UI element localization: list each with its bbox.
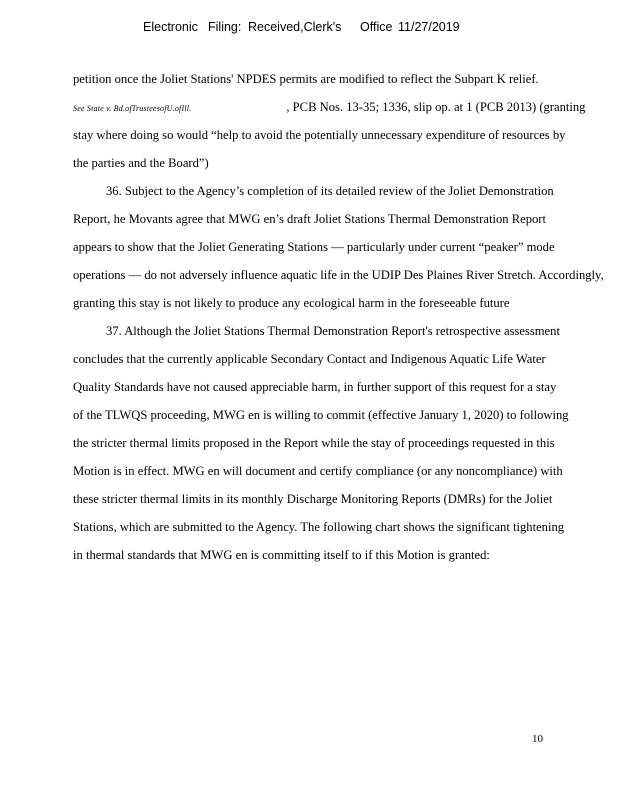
header-office: Office	[360, 20, 393, 34]
body-line-9: granting this stay is not likely to produce any ecological harm in the foreseeable future	[73, 296, 510, 310]
body-line-8: operations — do not adversely influence aquatic life in the UDIP Des Plaines River Stretch. Accordingly,	[73, 268, 604, 282]
body-line-18: in thermal standards that MWG en is committing itself to if this Motion is granted:	[73, 548, 490, 562]
citation-rest: , PCB Nos. 13-35; 1336, slip op. at 1 (PCB 2013) (granting	[286, 100, 586, 114]
body-line-17: Stations, which are submitted to the Agency. The following chart shows the significant tightening	[73, 520, 565, 534]
header-electronic: Electronic	[143, 20, 198, 34]
body-line-3: stay where doing so would “help to avoid the potentially unnecessary expenditure of resources by	[73, 128, 566, 142]
header-filing: Filing:	[208, 20, 242, 34]
citation-italic: See State v. Bd.ofTrusteesofU.ofIll.	[73, 104, 192, 113]
body-line-12: Quality Standards have not caused appreciable harm, in further support of this request for a stay	[73, 380, 557, 394]
body-line-4: the parties and the Board”)	[73, 156, 209, 170]
body-line-15: Motion is in effect. MWG en will document and certify compliance (or any noncompliance) with	[73, 464, 563, 478]
body-line-11: concludes that the currently applicable Secondary Contact and Indigenous Aquatic Life Water	[73, 352, 546, 366]
header-received: Received,Clerk's	[248, 20, 342, 34]
body-line-6: Report, he Movants agree that MWG en’s draft Joliet Stations Thermal Demonstration Report	[73, 212, 546, 226]
paragraph-36-start: 36. Subject to the Agency’s completion of its detailed review of the Joliet Demonstration	[106, 184, 554, 198]
body-line-7: appears to show that the Joliet Generating Stations — particularly under current “peaker” mode	[73, 240, 555, 254]
body-line-14: the stricter thermal limits proposed in the Report while the stay of proceedings requested in this	[73, 436, 555, 450]
citation-line	[73, 99, 585, 117]
body-line-1: petition once the Joliet Stations' NPDES permits are modified to reflect the Subpart K relief.	[73, 72, 539, 86]
paragraph-37-start: 37. Although the Joliet Stations Thermal Demonstration Report's retrospective assessment	[106, 324, 560, 338]
body-line-13: of the TLWQS proceeding, MWG en is willing to commit (effective January 1, 2020) to following	[73, 408, 569, 422]
page-number: 10	[532, 733, 543, 745]
header-date: 11/27/2019	[398, 20, 460, 34]
body-line-16: these stricter thermal limits in its monthly Discharge Monitoring Reports (DMRs) for the Joliet	[73, 492, 553, 506]
